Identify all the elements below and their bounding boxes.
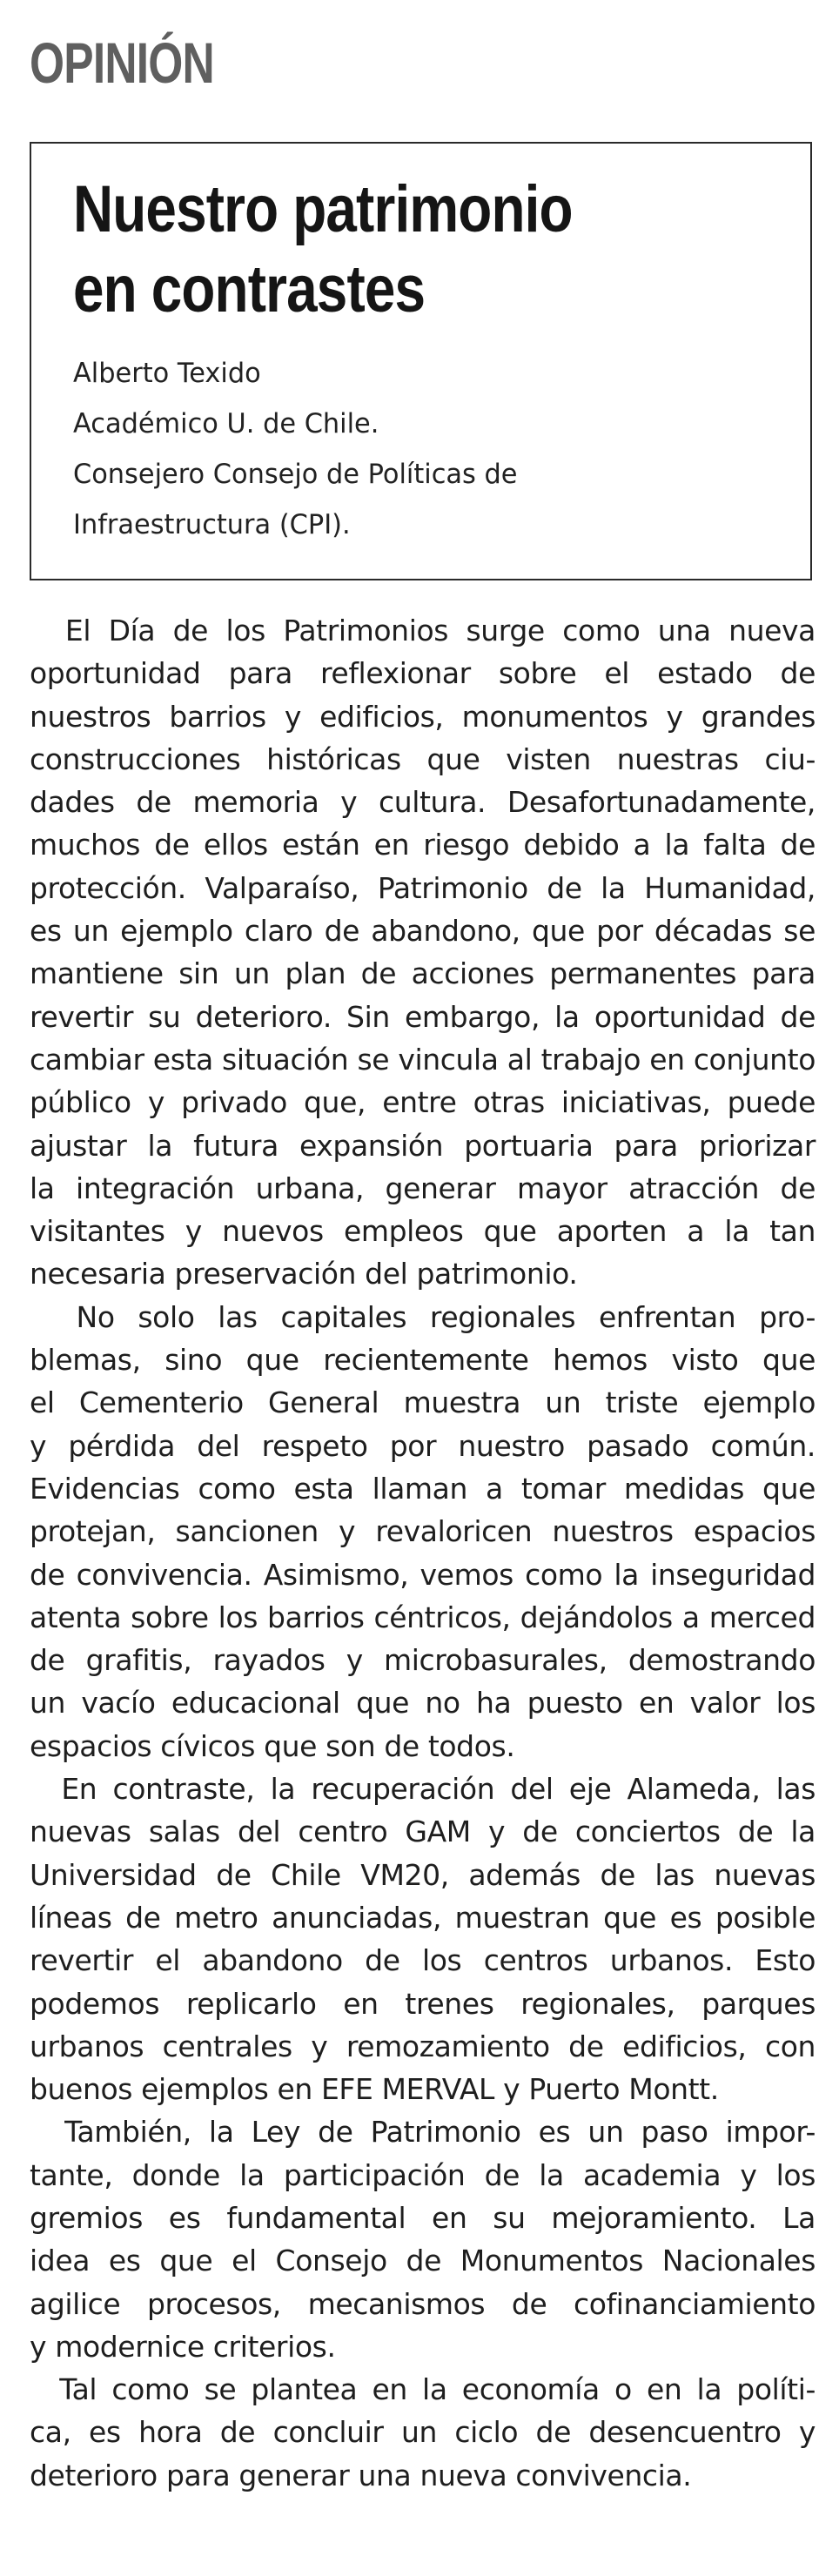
- article-line: atenta sobre los barrios céntricos, dejándolos a merced: [30, 1600, 816, 1634]
- article-line: visitantes y nuevos empleos que aporten a la tan: [30, 1214, 816, 1249]
- article-line: y modernice criterios.: [30, 2329, 336, 2364]
- article-line: construcciones históricas que visten nuestras ciu-: [30, 741, 816, 776]
- article-line: revertir el abandono de los centros urbanos. Esto: [30, 1943, 816, 1978]
- article-line: es un ejemplo claro de abandono, que por décadas se: [30, 914, 816, 949]
- article-line: tante, donde la participación de la academia y los: [30, 2157, 816, 2192]
- article-line: y pérdida del respeto por nuestro pasado común.: [30, 1428, 816, 1463]
- headline-line-1: Nuestro patrimonio: [73, 172, 573, 246]
- byline: [73, 348, 518, 550]
- article-line: de grafitis, rayados y microbasurales, demostrando: [30, 1643, 816, 1678]
- article-line: público y privado que, entre otras iniciativas, puede: [30, 1085, 816, 1120]
- article-line: Tal como se plantea en la economía o en la políti-: [30, 2372, 816, 2407]
- article-line: En contraste, la recuperación del eje Alameda, las: [30, 1772, 816, 1807]
- article-line: blemas, sino que recientemente hemos visto que: [30, 1343, 816, 1378]
- article-line: podemos replicarlo en trenes regionales, parques: [30, 1986, 816, 2021]
- article-line: protejan, sancionen y revaloricen nuestros espacios: [30, 1514, 816, 1549]
- article-line: deterioro para generar una nueva convivencia.: [30, 2458, 692, 2492]
- article-line: nuestros barrios y edificios, monumentos y grandes: [30, 699, 816, 734]
- article-line: oportunidad para reflexionar sobre el estado de: [30, 656, 816, 691]
- article-line: cambiar esta situación se vincula al trabajo en conjunto: [30, 1042, 816, 1077]
- article-line: ca, es hora de concluir un ciclo de desencuentro y: [30, 2415, 816, 2450]
- article-line: revertir su deterioro. Sin embargo, la oportunidad de: [30, 999, 816, 1034]
- article-line: necesaria preservación del patrimonio.: [30, 1257, 578, 1291]
- author-name: Alberto Texido: [73, 358, 261, 389]
- article-body: [30, 609, 816, 2497]
- article-line: urbanos centrales y remozamiento de edificios, con: [30, 2029, 816, 2063]
- article-line: mantiene sin un plan de acciones permanentes para: [30, 956, 816, 991]
- article-line: muchos de ellos están en riesgo debido a la falta de: [30, 828, 816, 862]
- article-paragraph: [30, 609, 816, 1296]
- article-paragraph: [30, 2110, 816, 2368]
- article-line: También, la Ley de Patrimonio es un paso impor-: [30, 2115, 816, 2150]
- headline-line-2: en contrastes: [73, 252, 426, 326]
- article-headline: [73, 170, 573, 330]
- article-line: El Día de los Patrimonios surge como una nueva: [30, 614, 816, 647]
- article-line: nuevas salas del centro GAM y de conciertos de la: [30, 1815, 816, 1849]
- article-line: un vacío educacional que no ha puesto en valor los: [30, 1686, 816, 1721]
- article-line: agilice procesos, mecanismos de cofinanciamiento: [30, 2286, 816, 2321]
- headline-box: [30, 142, 812, 580]
- article-line: Evidencias como esta llaman a tomar medidas que: [30, 1471, 816, 1506]
- article-line: líneas de metro anunciadas, muestran que es posible: [30, 1900, 816, 1935]
- author-role-1: Académico U. de Chile.: [73, 408, 379, 439]
- article-paragraph: [30, 1296, 816, 1768]
- article-paragraph: [30, 1768, 816, 2110]
- article-line: ajustar la futura expansión portuaria para priorizar: [30, 1128, 816, 1163]
- article-line: No solo las capitales regionales enfrentan pro-: [30, 1299, 816, 1334]
- article-line: el Cementerio General muestra un triste ejemplo: [30, 1385, 816, 1420]
- author-role-2b: Infraestructura (CPI).: [73, 509, 351, 540]
- article-line: gremios es fundamental en su mejoramiento. La: [30, 2200, 816, 2235]
- article-line: espacios cívicos que son de todos.: [30, 1728, 515, 1763]
- article-line: idea es que el Consejo de Monumentos Nacionales: [30, 2244, 816, 2278]
- author-role-2a: Consejero Consejo de Políticas de: [73, 459, 518, 490]
- article-line: de convivencia. Asimismo, vemos como la inseguridad: [30, 1557, 816, 1592]
- article-line: dades de memoria y cultura. Desafortunadamente,: [30, 785, 816, 820]
- article-paragraph: [30, 2368, 816, 2497]
- article-line: protección. Valparaíso, Patrimonio de la Humanidad,: [30, 870, 816, 905]
- article-line: buenos ejemplos en EFE MERVAL y Puerto Montt.: [30, 2072, 719, 2107]
- article-line: la integración urbana, generar mayor atracción de: [30, 1171, 816, 1205]
- article-line: Universidad de Chile VM20, además de las nuevas: [30, 1857, 816, 1892]
- section-label: OPINIÓN: [30, 30, 214, 95]
